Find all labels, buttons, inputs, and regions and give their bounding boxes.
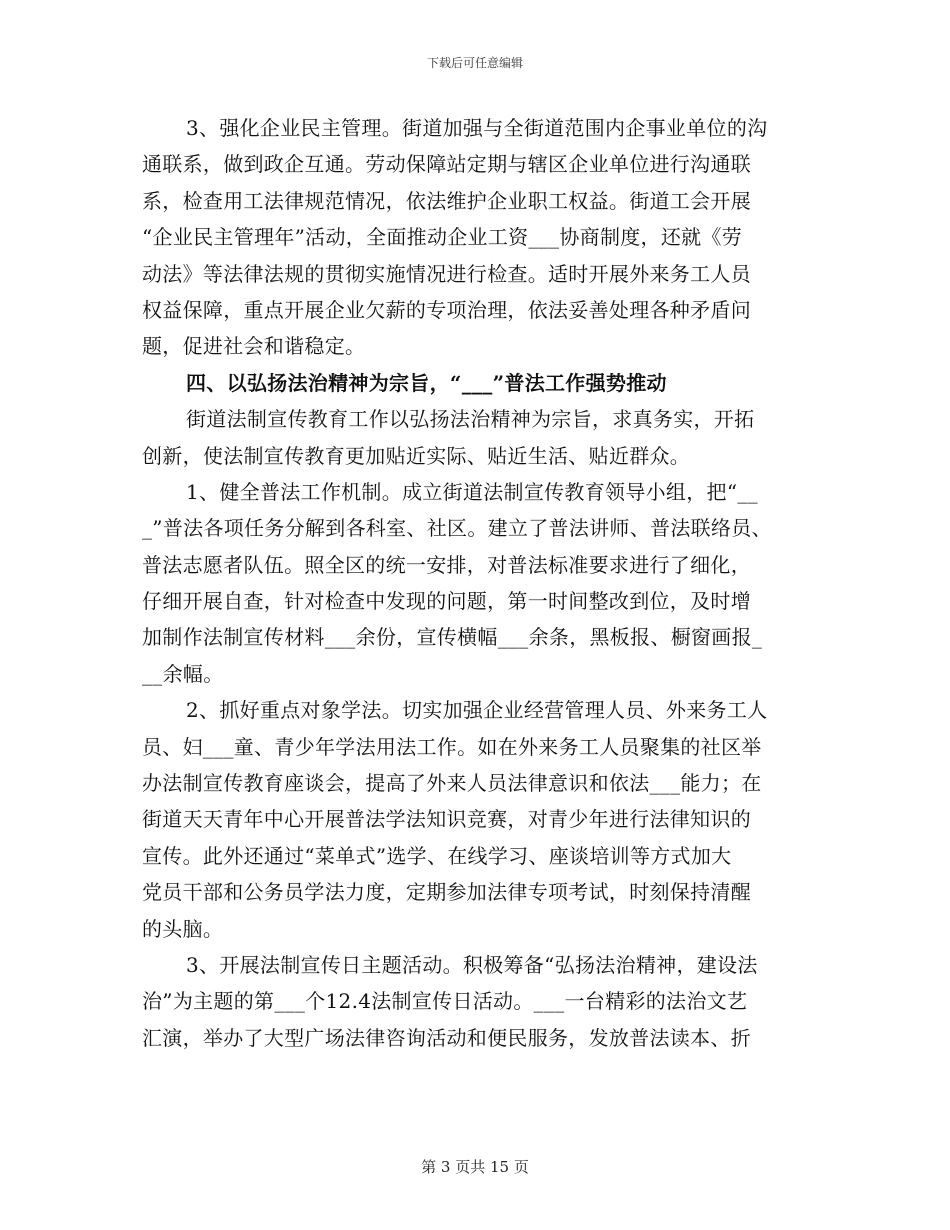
paragraph-line: 仔细开展自查，针对检查中发现的问题，第一时间整改到位，及时增 — [142, 589, 751, 614]
section-heading: 四、以弘扬法治精神为宗旨，“___”普法工作强势推动 — [186, 370, 667, 395]
paragraph-line: 的头脑。 — [142, 916, 224, 941]
document-body — [142, 110, 818, 1056]
paragraph-line: __余幅。 — [142, 661, 224, 686]
page-footer: 第 3 页共 15 页 — [421, 1158, 529, 1176]
paragraph-line: 街道法制宣传教育工作以弘扬法治精神为宗旨，求真务实，开拓 — [186, 407, 755, 432]
paragraph-line: 加制作法制宣传材料___余份，宣传横幅___余条，黑板报、橱窗画报_ — [142, 625, 763, 650]
paragraph-line: 街道天天青年中心开展普法学法知识竞赛，对青少年进行法律知识的 — [142, 807, 751, 832]
paragraph-line: 汇演，举办了大型广场法律咨询活动和便民服务，发放普法读本、折 — [142, 1025, 751, 1050]
paragraph-line: 系，检查用工法律规范情况，依法维护企业职工权益。街道工会开展 — [142, 188, 751, 213]
paragraph-line: 权益保障，重点开展企业欠薪的专项治理，依法妥善处理各种矛盾问 — [142, 297, 751, 322]
paragraph-line: 治”为主题的第___个12.4法制宣传日活动。___一台精彩的法治文艺 — [142, 989, 748, 1014]
paragraph-line: 创新，使法制宣传教育更加贴近实际、贴近生活、贴近群众。 — [142, 443, 691, 468]
paragraph-line: 员、妇___童、青少年学法用法工作。如在外来务工人员聚集的社区举 — [142, 734, 762, 759]
paragraph-line: 3、强化企业民主管理。街道加强与全街道范围内企事业单位的沟 — [186, 116, 768, 140]
paragraph-line: _”普法各项任务分解到各科室、社区。建立了普法讲师、普法联络员、 — [142, 516, 772, 541]
paragraph-line: 办法制宣传教育座谈会，提高了外来人员法律意识和依法___能力；在 — [142, 771, 762, 796]
page-header: 下载后可任意编辑 — [426, 56, 523, 70]
paragraph-line: 动法》等法律法规的贯彻实施情况进行检查。适时开展外来务工人员 — [142, 261, 751, 286]
paragraph-line: 1、健全普法工作机制。成立街道法制宣传教育领导小组，把“__ — [186, 479, 758, 504]
paragraph-line: 党员干部和公务员学法力度，定期参加法律专项考试，时刻保持清醒 — [142, 880, 751, 905]
paragraph-line: 通联系，做到政企互通。劳动保障站定期与辖区企业单位进行沟通联 — [142, 152, 751, 177]
paragraph-line: 题，促进社会和谐稳定。 — [142, 334, 366, 359]
paragraph-line: 普法志愿者队伍。照全区的统一安排，对普法标准要求进行了细化， — [142, 552, 751, 577]
paragraph-line: 2、抓好重点对象学法。切实加强企业经营管理人员、外来务工人 — [186, 698, 768, 723]
paragraph-line: 3、开展法制宣传日主题活动。积极筹备“弘扬法治精神，建设法 — [186, 952, 758, 977]
paragraph-line: 宣传。此外还通过“菜单式”选学、在线学习、座谈培训等方式加大 — [142, 843, 732, 868]
paragraph-line: “企业民主管理年”活动，全面推动企业工资___协商制度，还就《劳 — [142, 225, 743, 250]
